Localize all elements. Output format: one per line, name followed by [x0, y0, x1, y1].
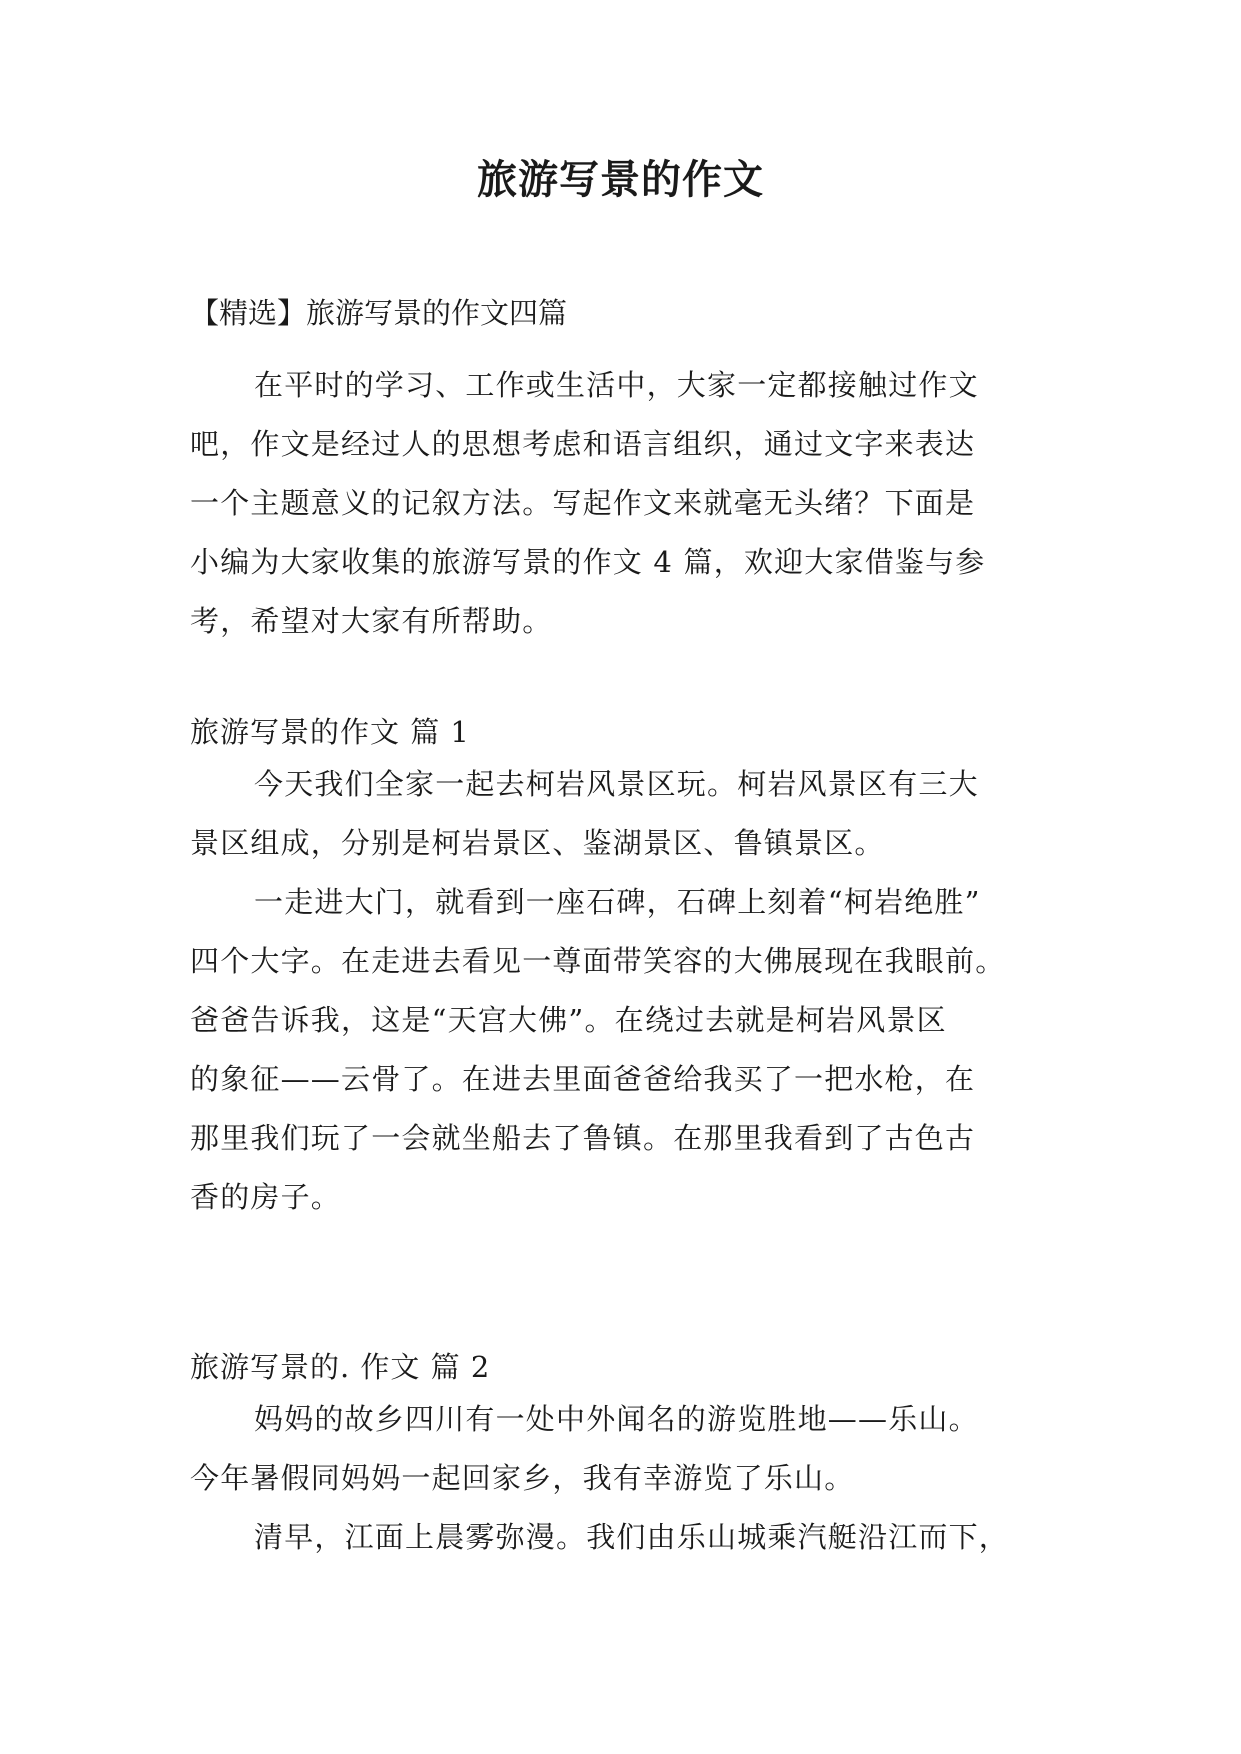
- intro-paragraph: [190, 356, 1070, 651]
- text-line: 四个大字。在走进去看见一尊面带笑容的大佛展现在我眼前。: [190, 944, 1006, 978]
- text-line: 一个主题意义的记叙方法。写起作文来就毫无头绪？下面是: [190, 486, 976, 520]
- text-line: 小编为大家收集的旅游写景的作文 4 篇，欢迎大家借鉴与参: [190, 545, 986, 579]
- essay-1-paragraph-2: [190, 873, 1070, 1227]
- text-line: 今年暑假同妈妈一起回家乡，我有幸游览了乐山。: [190, 1461, 855, 1495]
- text-line: 一走进大门，就看到一座石碑，石碑上刻着“柯岩绝胜”: [254, 885, 981, 919]
- text-line: 在平时的学习、工作或生活中，大家一定都接触过作文: [254, 368, 979, 402]
- essay-2-paragraph-2: [190, 1508, 1070, 1567]
- text-line: 妈妈的故乡四川有一处中外闻名的游览胜地——乐山。: [254, 1402, 979, 1436]
- text-line: 景区组成，分别是柯岩景区、鉴湖景区、鲁镇景区。: [190, 826, 885, 860]
- text-line: 爸爸告诉我，这是“天宫大佛”。在绕过去就是柯岩风景区: [190, 1003, 947, 1037]
- text-line: 那里我们玩了一会就坐船去了鲁镇。在那里我看到了古色古: [190, 1121, 976, 1155]
- text-line: 清早，江面上晨雾弥漫。我们由乐山城乘汽艇沿江而下，: [254, 1520, 1010, 1554]
- text-line: 的象征——云骨了。在进去里面爸爸给我买了一把水枪，在: [190, 1062, 976, 1096]
- document-title: 旅游写景的作文: [477, 156, 764, 203]
- text-line: 今天我们全家一起去柯岩风景区玩。柯岩风景区有三大: [254, 767, 979, 801]
- essay-2-heading: 旅游写景的. 作文 篇 2: [190, 1350, 491, 1384]
- text-line: 吧，作文是经过人的思想考虑和语言组织，通过文字来表达: [190, 427, 976, 461]
- text-line: 香的房子。: [190, 1180, 342, 1214]
- document-subtitle: 【精选】旅游写景的作文四篇: [190, 296, 568, 330]
- text-line: 考，希望对大家有所帮助。: [190, 604, 553, 638]
- essay-2-paragraph-1: [190, 1390, 1070, 1508]
- essay-1-paragraph-1: [190, 755, 1070, 873]
- essay-1-heading: 旅游写景的作文 篇 1: [190, 715, 470, 749]
